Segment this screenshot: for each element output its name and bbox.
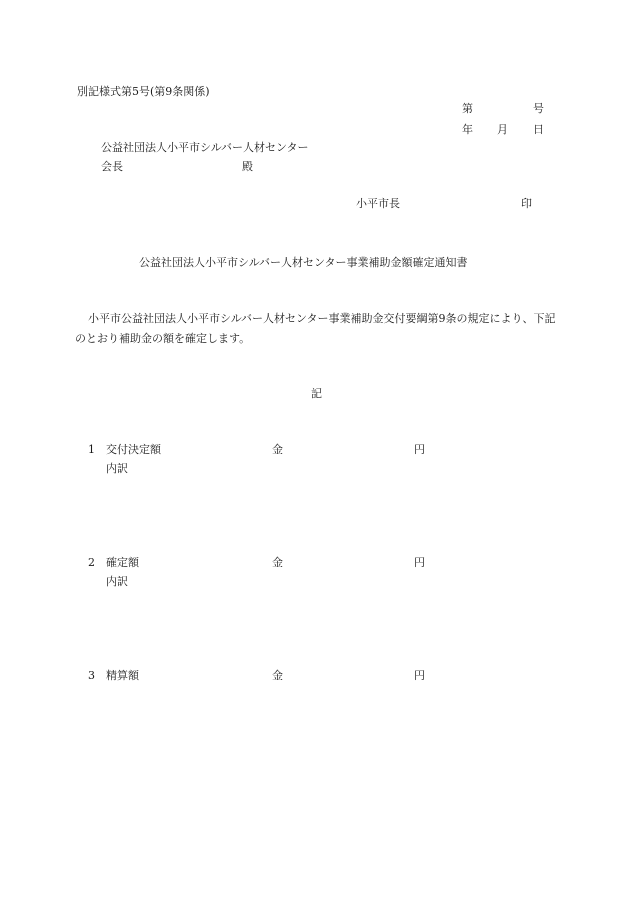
item-yen: 円 (414, 556, 425, 569)
document-title: 公益社団法人小平市シルバー人材センター事業補助金額確定通知書 (139, 256, 468, 269)
seal-mark: 印 (521, 197, 532, 210)
item-kin: 金 (272, 443, 283, 456)
addressee-organization: 公益社団法人小平市シルバー人材センター (101, 141, 309, 154)
item-yen: 円 (414, 443, 425, 456)
addressee-title: 会長 (101, 160, 123, 173)
doc-number-dai: 第 (462, 102, 473, 115)
sender-name: 小平市長 (356, 197, 400, 210)
ki-heading: 記 (311, 387, 322, 400)
item-number: 2 (88, 556, 95, 569)
item-sublabel: 内訳 (106, 462, 128, 475)
item-label: 交付決定額 (106, 443, 161, 456)
date-month: 月 (497, 123, 508, 136)
form-label: 別記様式第5号(第9条関係) (77, 85, 210, 98)
item-yen: 円 (414, 669, 425, 682)
item-kin: 金 (272, 669, 283, 682)
item-number: 3 (88, 669, 95, 682)
item-label: 確定額 (106, 556, 139, 569)
date-day: 日 (533, 123, 544, 136)
addressee-honorific: 殿 (242, 160, 253, 173)
item-label: 精算額 (106, 669, 139, 682)
item-sublabel: 内訳 (106, 575, 128, 588)
item-kin: 金 (272, 556, 283, 569)
body-paragraph: 小平市公益社団法人小平市シルバー人材センター事業補助金交付要綱第9条の規定により、下記のとおり補助金の額を確定します。 (75, 312, 556, 345)
item-number: 1 (88, 443, 95, 456)
date-year: 年 (462, 123, 473, 136)
doc-number-go: 号 (533, 102, 544, 115)
